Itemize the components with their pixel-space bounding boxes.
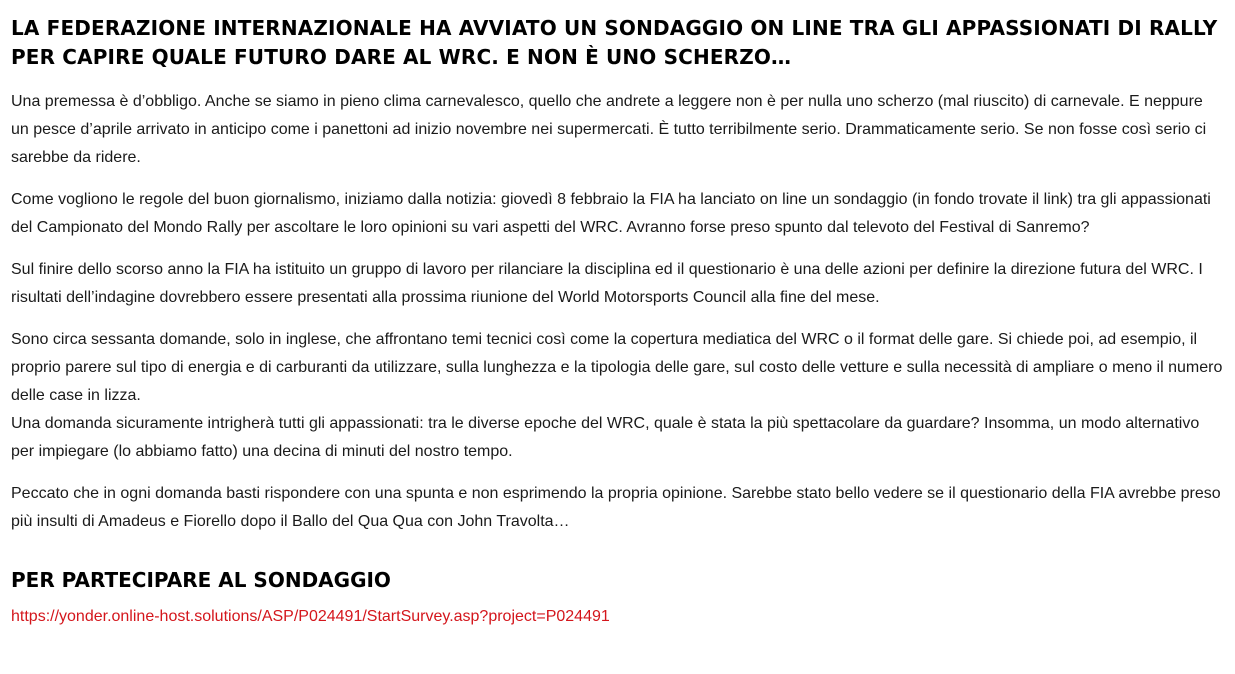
paragraph-questions: Sono circa sessanta domande, solo in inglese, che affrontano temi tecnici così come la copertura mediatica del WRC o il format delle gare. Si chiede poi, ad esempio, il proprio parere sul tipo di energia e di carburanti da utilizzare, sulla lunghezza e la tipologia delle gare, sul costo delle vetture e sulla necessità di ampliare o meno il numero delle case in lizza. xyxy=(11,331,1223,404)
survey-link[interactable]: https://yonder.online-host.solutions/ASP/P024491/StartSurvey.asp?project=P024491 xyxy=(11,608,610,625)
article-headline: LA FEDERAZIONE INTERNAZIONALE HA AVVIATO UN SONDAGGIO ON LINE TRA GLI APPASSIONATI DI RALLY PER CAPIRE QUALE FUTURO DARE AL WRC. E NON È UNO SCHERZO… xyxy=(11,16,1218,69)
paragraph-news: Come vogliono le regole del buon giornalismo, iniziamo dalla notizia: giovedì 8 febbraio la FIA ha lanciato on line un sondaggio (in fondo trovate il link) tra gli appassionati del Campionato del Mondo Rally per ascoltare le loro opinioni su vari aspetti del WRC. Avranno forse preso spunto dal televoto del Festival di Sanremo? xyxy=(11,191,1211,236)
paragraph-intro: Una premessa è d’obbligo. Anche se siamo in pieno clima carnevalesco, quello che andrete a leggere non è per nulla uno scherzo (mal riuscito) di carnevale. E neppure un pesce d’aprile arrivato in anticipo come i panettoni ad inizio novembre nei supermercati. È tutto terribilmente serio. Drammaticamente serio. Se non fosse così serio ci sarebbe da ridere. xyxy=(11,93,1207,166)
paragraph-eras-question: Una domanda sicuramente intrigherà tutti gli appassionati: tra le diverse epoche del WRC, quale è stata la più spettacolare da guardare? Insomma, un modo alternativo per impiegare (lo abbiamo fatto) una decina di minuti del nostro tempo. xyxy=(11,415,1200,460)
paragraph-working-group: Sul finire dello scorso anno la FIA ha istituito un gruppo di lavoro per rilanciare la disciplina ed il questionario è una delle azioni per definire la direzione futura del WRC. I risultati dell’indagine dovrebbero essere presentati alla prossima riunione del World Motorsports Council alla fine del mese. xyxy=(11,261,1203,306)
article xyxy=(11,14,1225,628)
survey-subheading: PER PARTECIPARE AL SONDAGGIO xyxy=(11,568,391,592)
paragraph-conclusion: Peccato che in ogni domanda basti rispondere con una spunta e non esprimendo la propria opinione. Sarebbe stato bello vedere se il questionario della FIA avrebbe preso più insulti di Amadeus e Fiorello dopo il Ballo del Qua Qua con John Travolta… xyxy=(11,485,1221,530)
